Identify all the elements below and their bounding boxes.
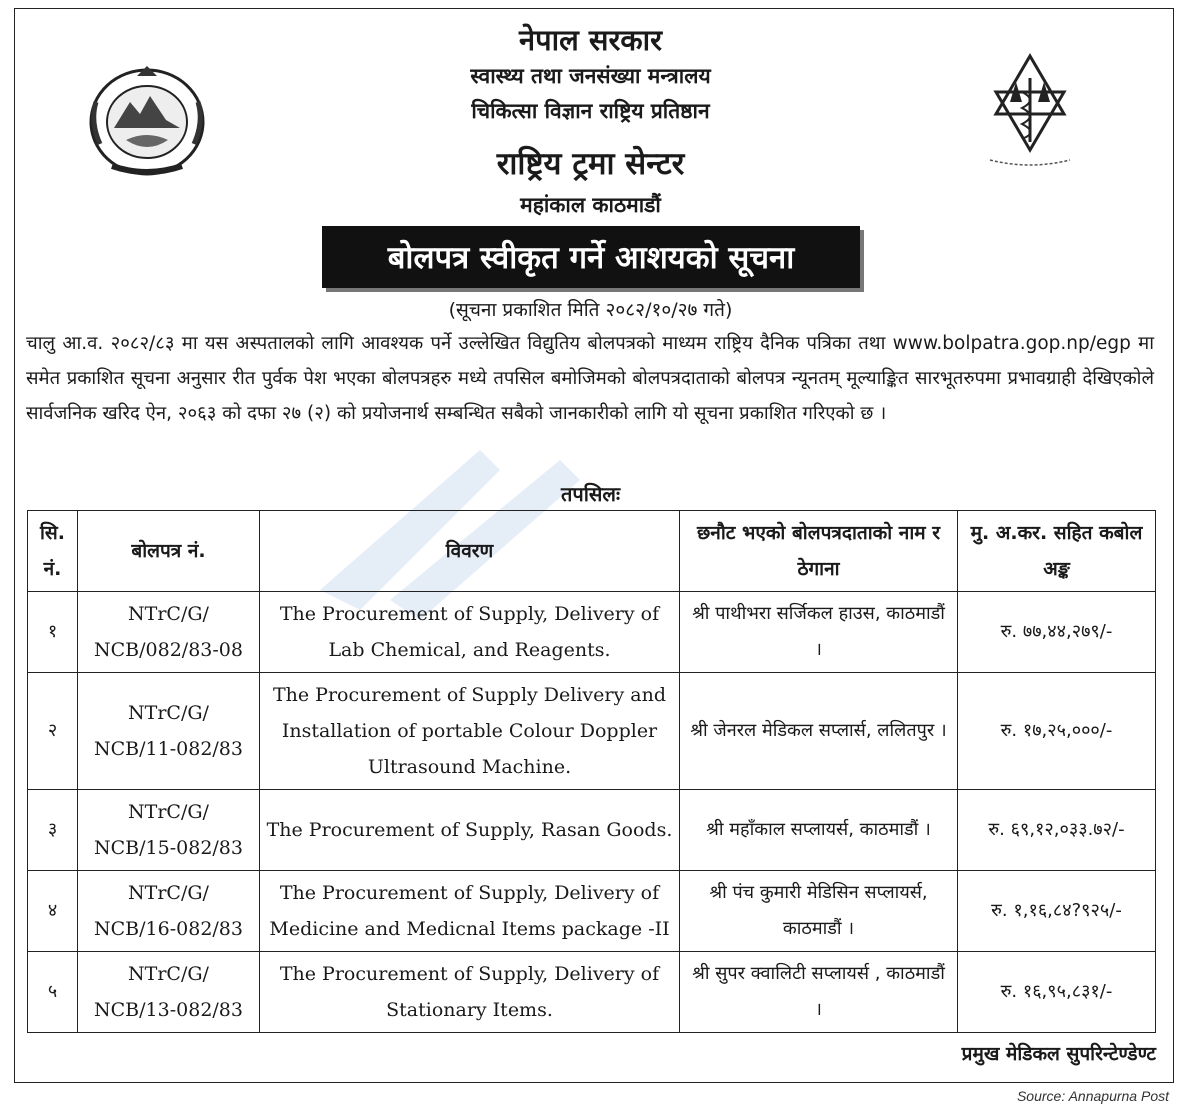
row-bid-no: NTrC/G/ NCB/13-082/83 [78,952,260,1033]
row-description: The Procurement of Supply, Delivery of Medicine and Medicnal Items package -II [260,871,680,952]
center-name: राष्ट्रिय ट्रमा सेन्टर [496,146,685,182]
notice-title-banner: बोलपत्र स्वीकृत गर्ने आशयको सूचना [322,226,860,288]
row-description: The Procurement of Supply, Delivery of Stationary Items. [260,952,680,1033]
table-row [28,592,1156,673]
header-sn: सि. नं. [28,511,78,592]
publish-date: (सूचना प्रकाशित मिति २०८२/१०/२७ गते) [448,299,733,321]
row-sn: ४ [28,871,78,952]
row-sn: ५ [28,952,78,1033]
table-row [28,952,1156,1033]
header-bidder: छनौट भएको बोलपत्रदाताको नाम र ठेगाना [680,511,958,592]
institute-name: चिकित्सा विज्ञान राष्ट्रिय प्रतिष्ठान [471,99,710,123]
bid-table [27,510,1156,1033]
row-bid-no: NTrC/G/ NCB/11-082/83 [78,673,260,790]
row-description: The Procurement of Supply Delivery and Installation of portable Colour Doppler Ultrasound Machine. [260,673,680,790]
header-amount: मु. अ.कर. सहित कबोल अङ्क [958,511,1156,592]
row-bid-no: NTrC/G/ NCB/16-082/83 [78,871,260,952]
table-row [28,673,1156,790]
row-amount: रु. १७,२५,०००/- [958,673,1156,790]
schedule-heading: तपसिलः [560,482,621,506]
notice-body: चालु आ.व. २०८२/८३ मा यस अस्पतालको लागि आवश्यक पर्ने उल्लेखित विद्युतिय बोलपत्रको माध्यम राष्ट्रिय दैनिक पत्रिका तथा www.bolpatra.gop.np/egp मा समेत प्रकाशित सूचना अनुसार रीत पुर्वक पेश भएका बोलपत्रहरु मध्ये तपसिल बमोजिमको बोलपत्रदाताको बोलपत्र न्यूनतम् मूल्याङ्कित सारभूतरुपमा प्रभावग्राही देखिएकोले सार्वजनिक खरिद ऐन, २०६३ को दफा २७ (२) को प्रयोजनार्थ सम्बन्धित सबैको जानकारीको लागि यो सूचना प्रकाशित गरिएको छ । [26,333,1154,424]
table-row [28,790,1156,871]
source-credit: Source: Annapurna Post [1016,1088,1169,1104]
row-bidder: श्री सुपर क्वालिटी सप्लायर्स , काठमाडौं । [680,952,958,1033]
row-sn: १ [28,592,78,673]
header-description: विवरण [260,511,680,592]
ministry-name: स्वास्थ्य तथा जनसंख्या मन्त्रालय [470,64,711,88]
signatory: प्रमुख मेडिकल सुपरिन्टेण्डेण्ट [961,1043,1156,1065]
row-bid-no: NTrC/G/ NCB/15-082/83 [78,790,260,871]
row-amount: रु. १६,९५,८३१/- [958,952,1156,1033]
row-sn: ३ [28,790,78,871]
row-bidder: श्री जेनरल मेडिकल सप्लार्स, ललितपुर । [680,673,958,790]
row-sn: २ [28,673,78,790]
header-bid-no: बोलपत्र नं. [78,511,260,592]
row-bidder: श्री महाँकाल सप्लायर्स, काठमाडौं । [680,790,958,871]
row-bidder: श्री पाथीभरा सर्जिकल हाउस, काठमाडौं । [680,592,958,673]
row-bidder: श्री पंच कुमारी मेडिसिन सप्लायर्स, काठमाडौं । [680,871,958,952]
row-description: The Procurement of Supply, Delivery of Lab Chemical, and Reagents. [260,592,680,673]
center-location: महांकाल काठमाडौं [520,193,661,217]
row-description: The Procurement of Supply, Rasan Goods. [260,790,680,871]
row-amount: रु. ७७,४४,२७९/- [958,592,1156,673]
table-row [28,871,1156,952]
table-header-row [28,511,1156,592]
row-amount: रु. १,१६,८४?९२५/- [958,871,1156,952]
government-title: नेपाल सरकार [519,23,662,57]
row-amount: रु. ६९,१२,०३३.७२/- [958,790,1156,871]
row-bid-no: NTrC/G/ NCB/082/83-08 [78,592,260,673]
